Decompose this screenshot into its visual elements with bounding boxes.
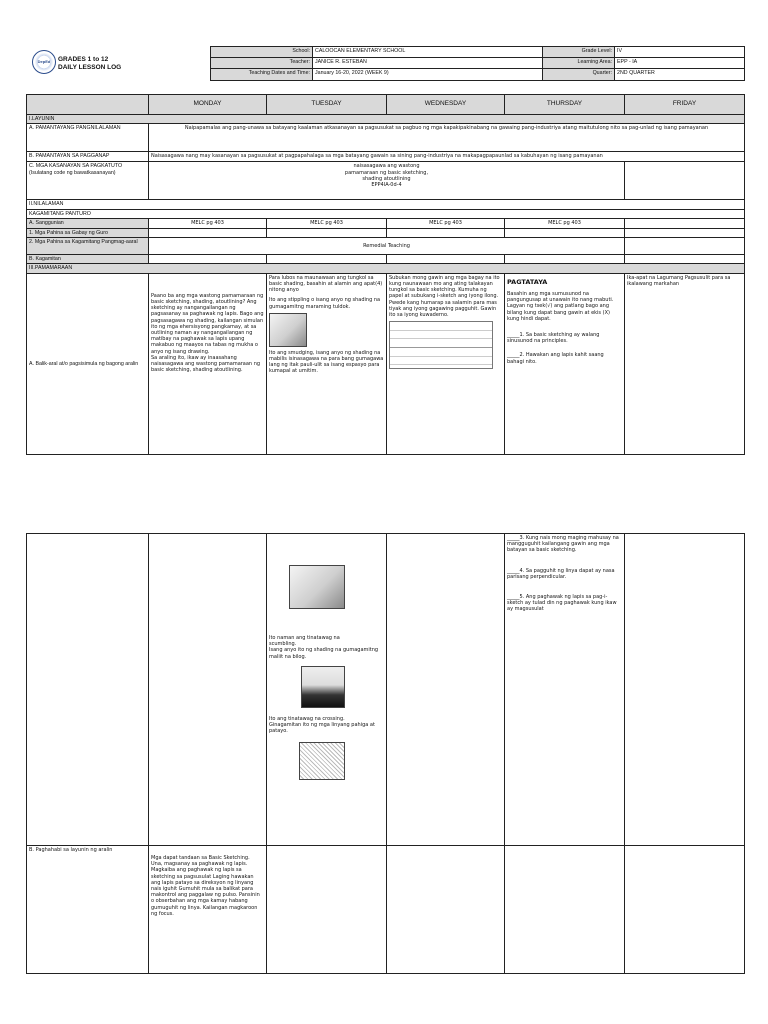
crossing-line-b: Ginagamitan ito ng mga linyang pahiga at patayo. — [269, 722, 375, 735]
paghahabi-label: B. Paghahabi sa layunin ng aralin — [27, 846, 149, 974]
melc-tuesday: MELC pg 403 — [267, 219, 387, 228]
b-kagamitan-wednesday — [387, 255, 505, 264]
monday-paghahabi — [149, 846, 267, 974]
scumbling-line-c: Isang anyo ito ng shading na gumagamitng maliit na bilog. — [269, 647, 379, 660]
b-kagamitan-monday — [149, 255, 267, 264]
monday-balik-aral — [149, 273, 267, 454]
doc-title — [58, 56, 121, 72]
wednesday-balik-aral — [387, 273, 505, 454]
friday-intro: Ika-apat na Lagumang Pagsusulit para sa ikalawang markahan — [627, 274, 731, 288]
kasanayan-code: EPP4IA-0d-4 — [371, 182, 402, 189]
kasanayan-text — [149, 162, 625, 200]
pagtataya-item-1: _____1. Sa basic sketching ay walang sinusunod na principles. — [507, 332, 600, 345]
pamantayang-text: Naipapamalas ang pang-unawa sa batayang kaalaman atkasanayan sa pagsusukat sa pagbuo ng mga kapakipakinabang na gawaing pang-industriya atang maitutulong nito sa pag-unlad ng isang pamayanan — [149, 124, 745, 152]
header-info-table — [210, 46, 745, 81]
continued-wednesday — [387, 534, 505, 846]
pagtataya-title: PAGTATAYA — [507, 277, 548, 286]
quarter-value: 2ND QUARTER — [615, 69, 745, 81]
b-kagamitan-friday — [625, 255, 745, 264]
kagamitang-pahina-label: 2. Mga Pahina sa Kagamitang Pangmag-aaral — [27, 238, 149, 255]
b-kagamitan-label: B. Kagamitan — [27, 255, 149, 264]
gabay-tuesday — [267, 228, 387, 237]
balik-aral-label: A. Balik-aral at/o pagsisimula ng bagong aralin — [27, 273, 149, 454]
b-kagamitan-thursday — [505, 255, 625, 264]
gabay-label: 1. Mga Pahina sa Gabay ng Guro — [27, 228, 149, 237]
pagganap-text: Naisasagawa nang may kasanayan sa pagsusukat at pagpapahalaga sa mga batayang gawain sa sining pang-industriya na makapagpapaunlad sa kabuhayan ng isang pamayanan — [149, 152, 745, 162]
tips-title: Mga dapat tandaan sa Basic Sketching. — [151, 855, 250, 861]
kasanayan-friday — [625, 162, 745, 200]
day-wednesday: WEDNESDAY — [387, 95, 505, 115]
section-pamamaraan: III.PAMAMARAAN — [27, 264, 745, 273]
tuesday-intro: Para lubos na maunawaan ang tungkol sa basic shading, basahin at alamin ang apat(4) nitong anyo — [269, 274, 383, 294]
thursday-paghahabi — [505, 846, 625, 974]
school-label: School: — [211, 47, 313, 58]
continued-friday — [625, 534, 745, 846]
continued-label — [27, 534, 149, 846]
kagamitang-pahina-friday — [625, 238, 745, 255]
dates-label: Teaching Dates and Time: — [211, 69, 313, 81]
wednesday-paghahabi — [387, 846, 505, 974]
pagtataya-item-2: _____2. Hawakan ang lapis kahit saang bahagi nito. — [507, 352, 604, 365]
grade-value: IV — [615, 47, 745, 58]
gabay-friday — [625, 228, 745, 237]
kasanayan-line3: shading atoutlining — [362, 175, 411, 182]
logo-text: DepEd — [37, 59, 51, 64]
melc-friday — [625, 219, 745, 228]
quarter-label: Quarter: — [543, 69, 615, 81]
dates-value: January 16-20, 2022 (WEEK 9) — [313, 69, 543, 81]
section-layunin: I.LAYUNIN — [27, 115, 745, 124]
gabay-monday — [149, 228, 267, 237]
wednesday-intro: Subukan mong gawin ang mga bagay na ito kung naunawaan mo ang ating talakayan tungkol sa basic sketching. Kumuha ng papel at subukang i-sketch ang iyong ilong. Pwede kang humarap sa salamin para mas tiyak ang iyong gagawing pagguhit. Gawin ito sa iyong kuwaderno. — [389, 274, 500, 319]
continued-thursday — [505, 534, 625, 846]
corner-cell — [27, 95, 149, 115]
day-tuesday: TUESDAY — [267, 95, 387, 115]
crossing-image — [299, 742, 345, 780]
sanggunian-label: A. Sanggunian — [27, 219, 149, 228]
lesson-table-page2 — [26, 533, 745, 974]
teacher-value: JANICE R. ESTEBAN — [313, 58, 543, 69]
crossing-line-a: Ito ang tinatawag na crossing. — [269, 715, 345, 722]
logo-seal — [32, 50, 56, 74]
pagtataya-item-3: _____3. Kung nais mong maging mahusay na mangguguhit kailangang gawin ang mga batayan sa basic sketching. — [507, 535, 619, 554]
scumbling-image — [289, 565, 345, 609]
pagtataya-instructions: Basahin ang mga sumusunod na pangungusap at unawain ito nang mabuti. Lagyan ng tsek(√) ang patlang bago ang bilang kung dapat bang gawin at ekis (X) kung hindi dapat. — [507, 291, 614, 322]
school-value: CALOOCAN ELEMENTARY SCHOOL — [313, 47, 543, 58]
day-thursday: THURSDAY — [505, 95, 625, 115]
friday-paghahabi — [625, 846, 745, 974]
monday-intro: Paano ba ang mga wastong pamamaraan ng basic sketching, shading, atoutlining? Ang sketching ay nangangailangan ng pagsasanay sa paghawak ng lapis. Bago ang pagsasagawa ng shading, kailangan simulan ito ng mga ehersisyong pangkamay, at sa outlining naman ay nangangailangan ng matibay na paghawak sa lapis upang makabuo ng maayos na tabas ng mukha o anyo ng isang drawing. — [151, 292, 264, 355]
grade-label: Grade Level: — [543, 47, 615, 58]
tuesday-stippling: Ito ang stippling o isang anyo ng shading na gumagamitng maraming tuldok. — [269, 297, 381, 310]
thursday-balik-aral — [505, 273, 625, 454]
scumbling-line-a: Ito naman ang tinatawag na — [269, 635, 340, 641]
day-monday: MONDAY — [149, 95, 267, 115]
kasanayan-line1: naisasagawa ang wastong — [353, 163, 420, 170]
melc-monday: MELC pg 403 — [149, 219, 267, 228]
tuesday-paghahabi — [267, 846, 387, 974]
tips-text: Una, magsanay sa paghawak ng lapis. Magkaiba ang paghawak ng lapis sa sketching sa pagsusulat Laging hawakan ang lapis patayo sa direksyon ng linyang nais iguhit Gumuhit mula sa balikat para makontrol ang paggalaw ng pulso. Pansinin o obserbahan ang mga kamay habang gumuguhit ng linya. Kailangan magkaroon ng focus. — [151, 861, 260, 917]
scumbling-line-b: scumbling. — [269, 641, 297, 648]
monday-intro2: Sa araling ito, ikaw ay inaasahang naisasagawa ang wastong pamamaraan ng basic sketching, shading atoutlining. — [151, 354, 261, 374]
day-friday: FRIDAY — [625, 95, 745, 115]
continued-tuesday — [267, 534, 387, 846]
area-value: EPP - IA — [615, 58, 745, 69]
b-kagamitan-tuesday — [267, 255, 387, 264]
melc-thursday: MELC pg 403 — [505, 219, 625, 228]
tuesday-smudging: Ito ang smudging, isang anyo ng shading na mabilis isinasagawa na para bang gumagawa lang ng itak pauli-ulit sa isang espasyo para kumapal at umitim. — [269, 349, 384, 375]
remedial-teaching: Remedial Teaching — [149, 238, 625, 255]
pagganap-label: B. PAMANTAYAN SA PAGGANAP — [27, 152, 149, 162]
kasanayan-label: C. MGA KASANAYAN SA PAGKATUTO (Isulatang code ng bawatkasanayan) — [27, 162, 149, 200]
friday-balik-aral — [625, 273, 745, 454]
kasanayan-line2: pamamaraan ng basic sketching, — [344, 169, 429, 176]
teacher-label: Teacher: — [211, 58, 313, 69]
lesson-table-page1 — [26, 94, 745, 455]
continued-monday — [149, 534, 267, 846]
tuesday-balik-aral — [267, 273, 387, 454]
area-label: Learning Area: — [543, 58, 615, 69]
pamantayang-label: A. PAMANTAYANG PANGNILALAMAN — [27, 124, 149, 152]
melc-wednesday: MELC pg 403 — [387, 219, 505, 228]
gabay-thursday — [505, 228, 625, 237]
section-kagamitan: KAGAMITANG PANTURO — [27, 209, 745, 218]
doc-title-line1: GRADES 1 to 12 — [58, 56, 109, 63]
worksheet-table-image — [389, 321, 493, 369]
pagtataya-item-5: _____5. Ang paghawak ng lapis sa pag-i-sketch ay tulad din ng paghawak kung ikaw ay magsusulat — [507, 594, 617, 613]
pagtataya-item-4: _____4. Sa pagguhit ng linya dapat ay nasa parisang perpendicular. — [507, 567, 615, 580]
gabay-wednesday — [387, 228, 505, 237]
smudging-image — [301, 666, 345, 708]
doc-title-line2: DAILY LESSON LOG — [58, 64, 122, 71]
section-nilalaman: II.NILALAMAN — [27, 200, 745, 209]
stippling-image — [269, 313, 307, 347]
